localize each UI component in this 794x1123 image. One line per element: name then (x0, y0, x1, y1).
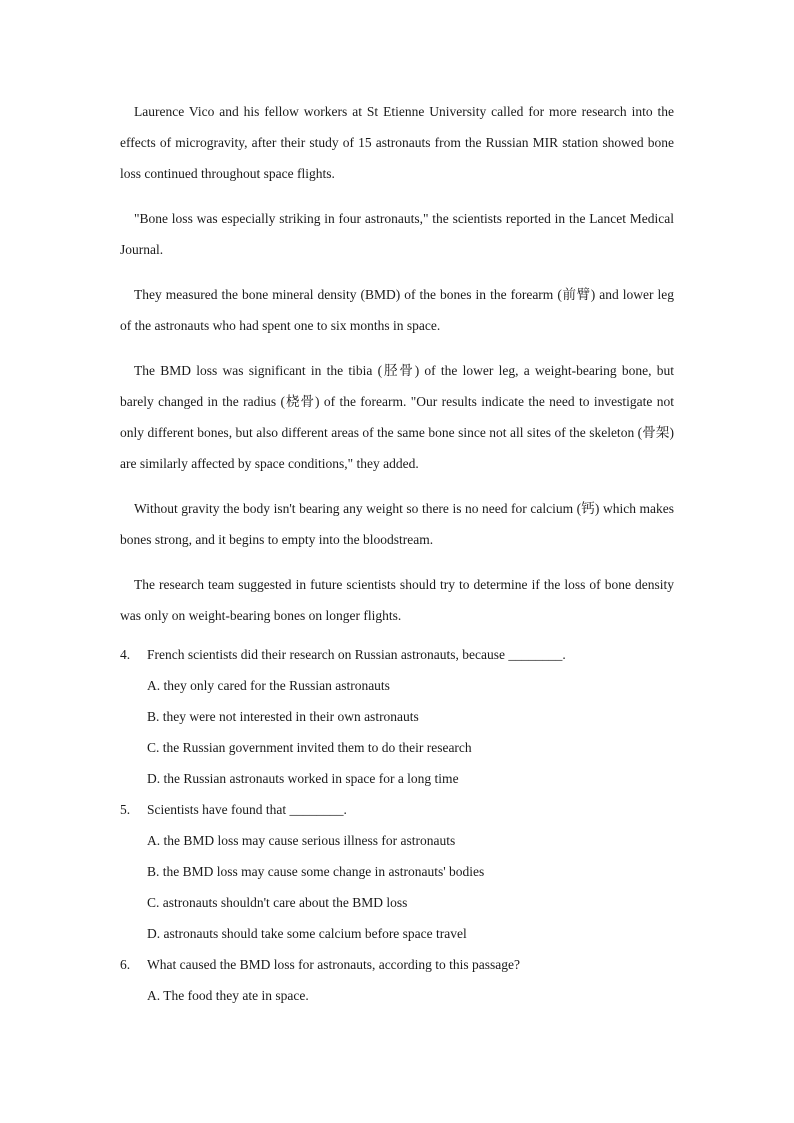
answer-option-c: C. astronauts shouldn't care about the BMD loss (147, 895, 408, 910)
answer-option-a: A. The food they ate in space. (147, 988, 309, 1003)
question-stem (120, 949, 674, 980)
answer-option-a: A. they only cared for the Russian astronauts (147, 678, 390, 693)
question-text: Scientists have found that ________. (147, 802, 347, 817)
answer-option-d: D. astronauts should take some calcium before space travel (147, 926, 467, 941)
passage-paragraph: "Bone loss was especially striking in four astronauts," the scientists reported in the Lancet Medical Journal. (120, 211, 674, 257)
question-list (120, 639, 674, 1011)
reading-passage (120, 96, 674, 631)
question-number: 5. (120, 802, 131, 817)
passage-paragraph: The BMD loss was significant in the tibia (胫骨) of the lower leg, a weight-bearing bone, but barely changed in the radius (桡骨) of the forearm. "Our results indicate the need to investigate not only different bones, but also different areas of the same bone since not all sites of the skeleton (骨架) are similarly affected by space conditions," they added. (120, 363, 674, 471)
question-number: 4. (120, 647, 131, 662)
question-stem (120, 794, 674, 825)
answer-option-b: B. they were not interested in their own astronauts (147, 709, 419, 724)
passage-paragraph: The research team suggested in future scientists should try to determine if the loss of bone density was only on weight-bearing bones on longer flights. (120, 577, 674, 623)
answer-option-b: B. the BMD loss may cause some change in astronauts' bodies (147, 864, 485, 879)
question-number: 6. (120, 957, 131, 972)
question-6 (120, 949, 674, 1011)
answer-option-c: C. the Russian government invited them to do their research (147, 740, 472, 755)
answer-option-a: A. the BMD loss may cause serious illness for astronauts (147, 833, 456, 848)
question-text: French scientists did their research on Russian astronauts, because ________. (147, 647, 566, 662)
passage-paragraph: Laurence Vico and his fellow workers at St Etienne University called for more research into the effects of microgravity, after their study of 15 astronauts from the Russian MIR station showed bone loss continued throughout space flights. (120, 104, 674, 181)
passage-paragraph: They measured the bone mineral density (BMD) of the bones in the forearm (前臂) and lower leg of the astronauts who had spent one to six months in space. (120, 287, 674, 333)
document-page (120, 96, 674, 1011)
question-stem (120, 639, 674, 670)
question-text: What caused the BMD loss for astronauts, according to this passage? (147, 957, 521, 972)
passage-paragraph: Without gravity the body isn't bearing any weight so there is no need for calcium (钙) which makes bones strong, and it begins to empty into the bloodstream. (120, 501, 674, 547)
question-4 (120, 639, 674, 794)
question-5 (120, 794, 674, 949)
answer-option-d: D. the Russian astronauts worked in space for a long time (147, 771, 459, 786)
